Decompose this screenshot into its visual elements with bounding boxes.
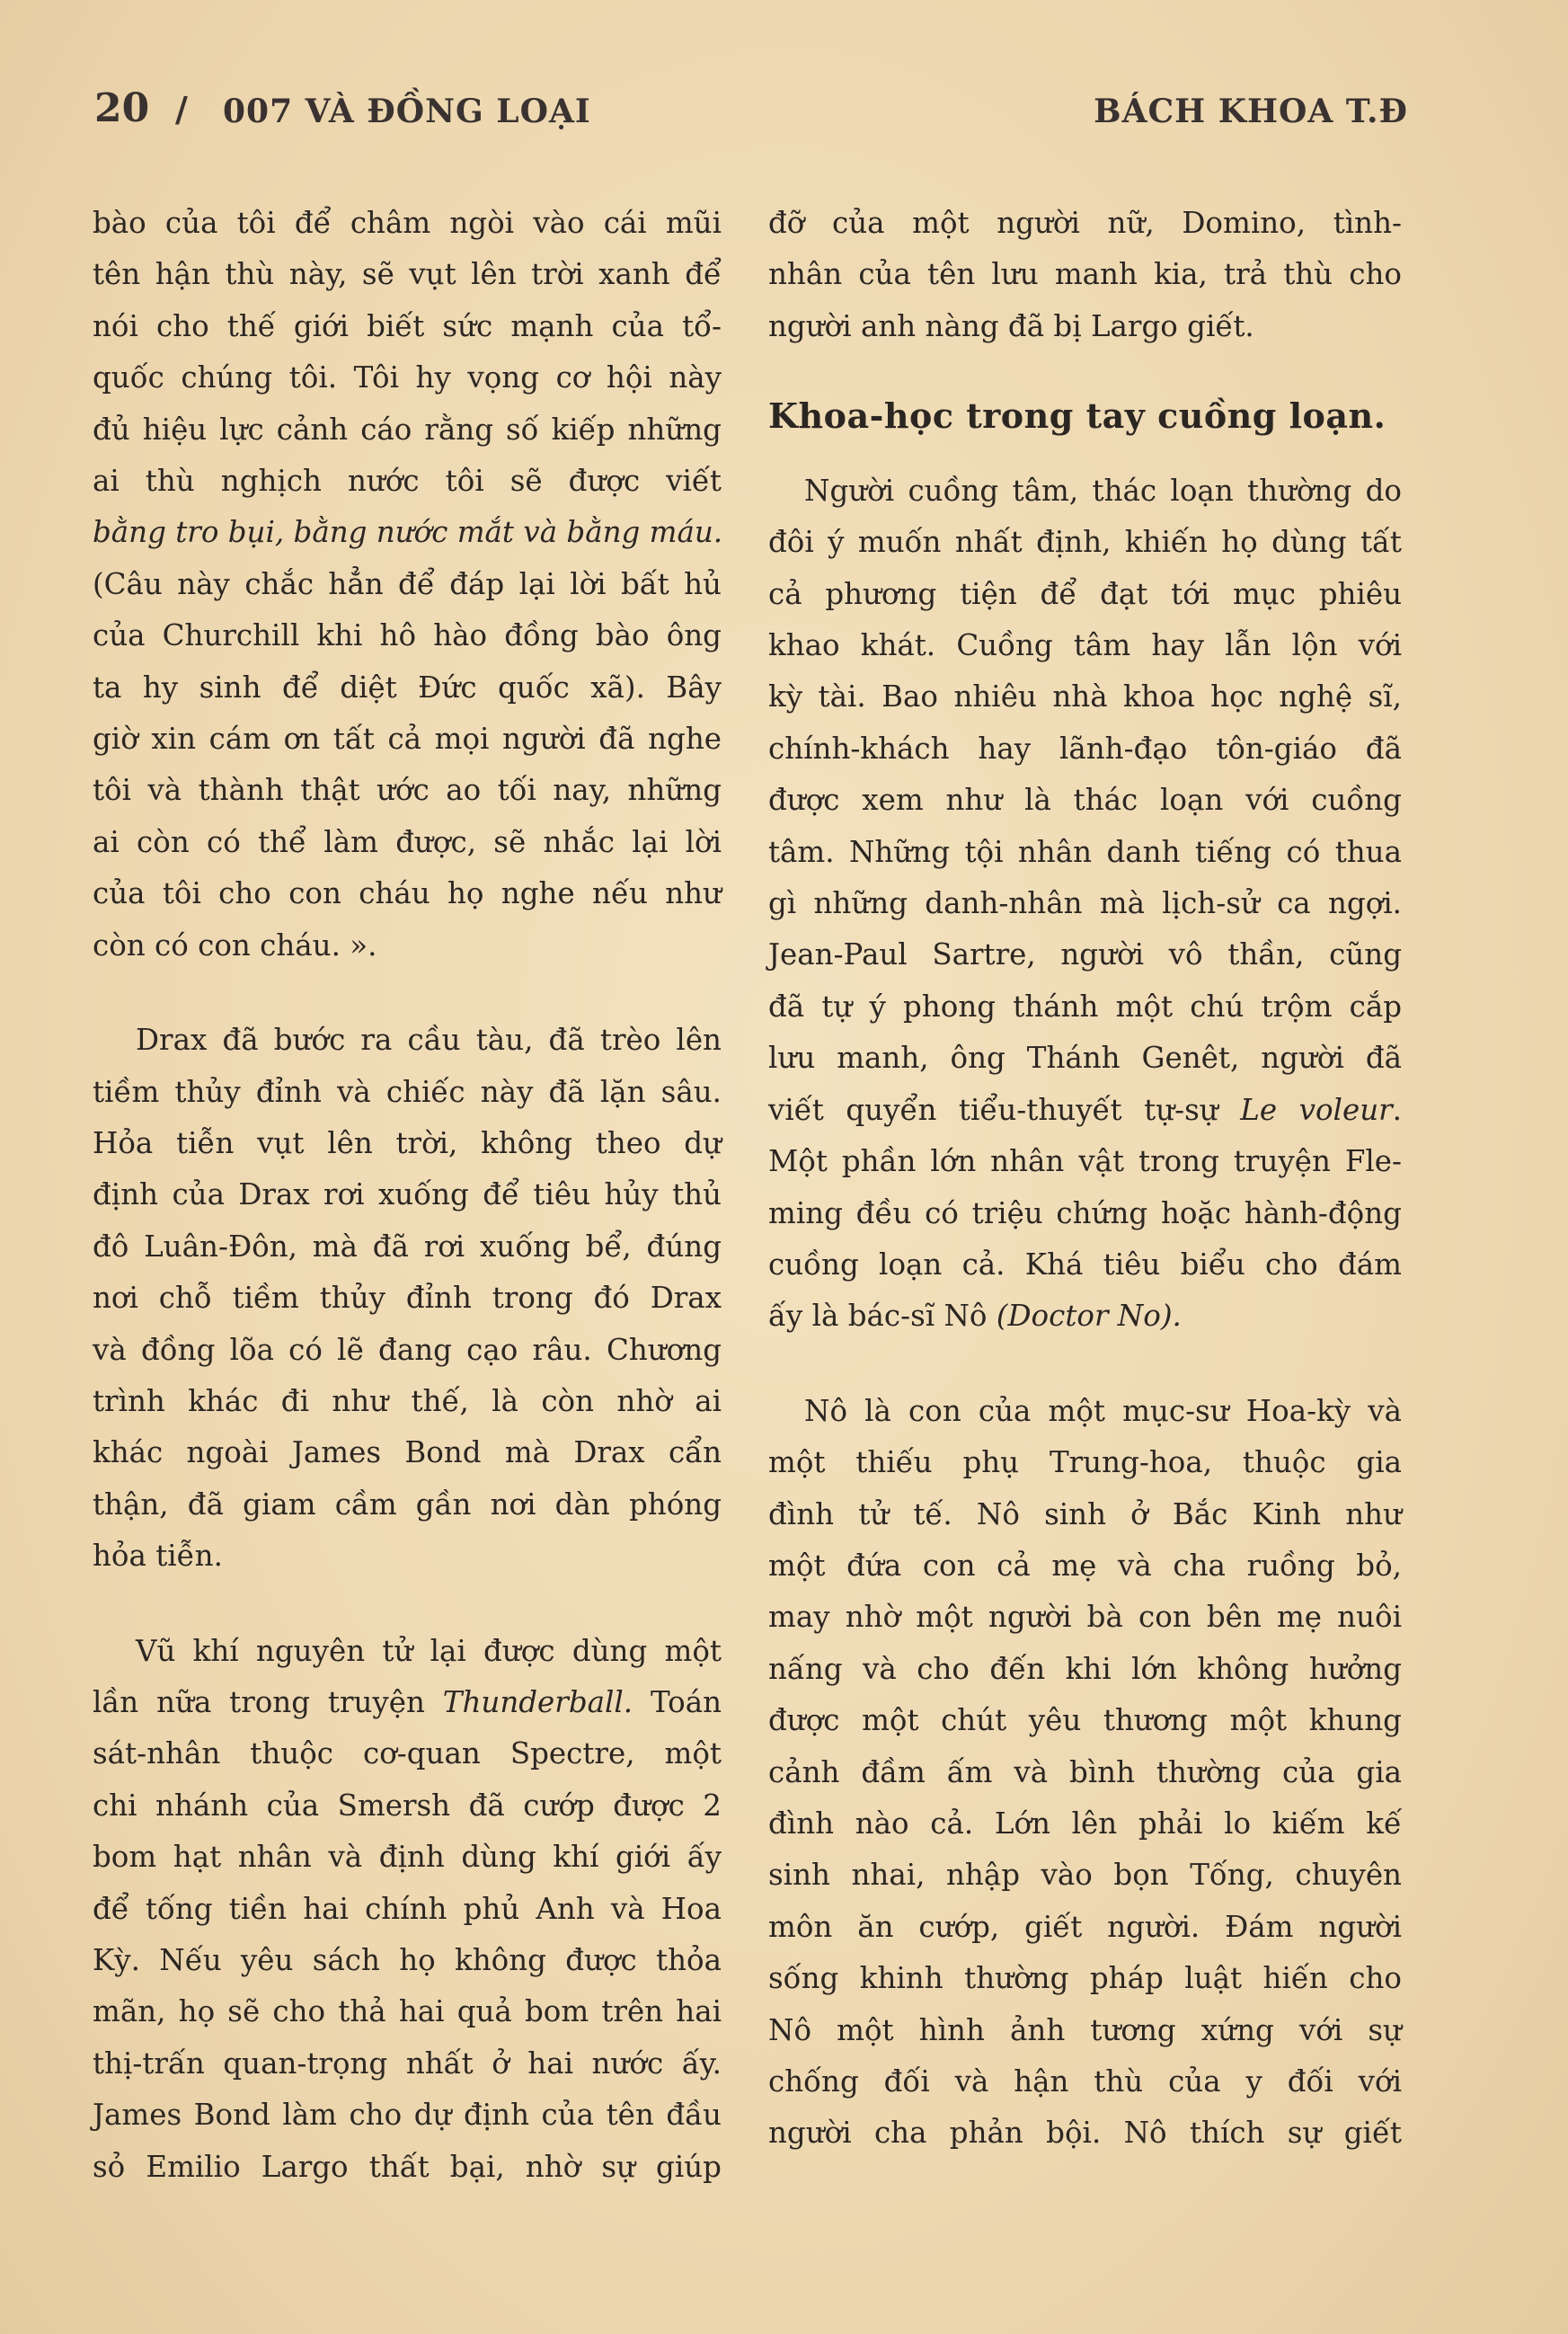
text-line: tôi và thành thật ước ao tối nay, những [93,773,722,808]
text-line: đỡ của một người nữ, Domino, tình- [768,206,1402,240]
text-line: môn ăn cướp, giết người. Đám người [768,1909,1402,1944]
book-title: Le voleur [1240,1092,1393,1127]
text-line: đô Luân-Đôn, mà đã rơi xuống bể, đúng [93,1229,722,1264]
text-line: đình nào cả. Lớn lên phải lo kiếm kế [768,1806,1402,1841]
text-line: của tôi cho con cháu họ nghe nếu như [93,876,722,911]
right-column [768,198,1402,2203]
text-line: quốc chúng tôi. Tôi hy vọng cơ hội này [93,360,722,395]
text-line: Hỏa tiễn vụt lên trời, không theo dự [93,1125,722,1160]
paragraph [768,466,1402,1343]
text-line [93,1677,722,1728]
paragraph [93,1626,722,2193]
text-line: bào của tôi để châm ngòi vào cái mũi [93,206,722,240]
text-line: để tống tiền hai chính phủ Anh và Hoa [93,1891,722,1926]
text-line: Vũ khí nguyên tử lại được dùng một [136,1633,722,1668]
text-line: Nô là con của một mục-sư Hoa-kỳ và [804,1393,1402,1428]
text-line: tiềm thủy đỉnh và chiếc này đã lặn sâu. [93,1074,722,1109]
text-line: đôi ý muốn nhất định, khiến họ dùng tất [768,525,1402,560]
text-line: ai thù nghịch nước tôi sẽ được viết [93,464,722,499]
text-line [768,1085,1402,1136]
text-line: Drax đã bước ra cầu tàu, đã trèo lên [136,1023,722,1058]
text-line: sống khinh thường pháp luật hiến cho [768,1961,1402,1996]
text-line: cảnh đầm ấm và bình thường của gia [768,1754,1402,1789]
book-title: Thunderball. [442,1684,633,1719]
text-line: ai còn có thể làm được, sẽ nhắc lại lời [93,824,722,859]
text-line: của Churchill khi hô hào đồng bào ông [93,618,722,653]
text-fragment: lần nữa trong truyện [93,1684,443,1719]
text-line: đình tử tế. Nô sinh ở Bắc Kinh như [768,1496,1402,1531]
text-line: ta hy sinh để diệt Đức quốc xã). Bây [93,670,722,705]
text-line: giờ xin cám ơn tất cả mọi người đã nghe [93,722,722,757]
text-line: ming đều có triệu chứng hoặc hành-động [768,1195,1402,1230]
text-line: hỏa tiễn. [93,1539,223,1574]
text-line: Jean-Paul Sartre, người vô thần, cũng [768,937,1402,972]
text-line: lưu manh, ông Thánh Genêt, người đã [768,1041,1402,1076]
text-line: Kỳ. Nếu yêu sách họ không được thỏa [93,1943,722,1977]
text-line: một đứa con cả mẹ và cha ruồng bỏ, [768,1548,1402,1583]
text-line: chi nhánh của Smersh đã cướp được 2 [93,1788,722,1823]
text-line: bằng tro bụi, bằng nước mắt và bằng máu. [93,515,723,550]
text-line: chống đối và hận thù của y đối với [768,2064,1402,2099]
journal-title: BÁCH KHOA T.Đ [1094,93,1408,130]
text-line: còn có con cháu. ». [93,927,377,963]
text-line: được một chút yêu thương một khung [768,1703,1402,1738]
text-line: nấng và cho đến khi lớn không hưởng [768,1651,1402,1686]
text-line: được xem như là thác loạn với cuồng [768,783,1402,818]
text-line: khác ngoài James Bond mà Drax cẩn [93,1435,722,1470]
text-line: (Câu này chắc hẳn để đáp lại lời bất hủ [93,566,722,601]
text-line: may nhờ một người bà con bên mẹ nuôi [768,1600,1402,1635]
text-line: Nô một hình ảnh tương xứng với sự [768,2012,1402,2047]
text-fragment: viết quyển tiểu-thuyết tự-sự [768,1092,1241,1127]
text-line: James Bond làm cho dự định của tên đầu [93,2098,722,2133]
text-line: đã tự ý phong thánh một chú trộm cắp [768,989,1402,1024]
text-line: sinh nhai, nhập vào bọn Tống, chuyên [768,1858,1402,1893]
text-line: tên hận thù này, sẽ vụt lên trời xanh để [93,257,722,292]
text-line: cuồng loạn cả. Khá tiêu biểu cho đám [768,1247,1402,1282]
text-line: người anh nàng đã bị Largo giết. [768,308,1254,343]
text-line: trình khác đi như thế, là còn nhờ ai [93,1383,722,1418]
section-heading: Khoa-học trong tay cuồng loạn. [768,395,1386,437]
page-header [94,85,1408,139]
text-fragment: . [1392,1092,1402,1127]
text-line: tâm. Những tội nhân danh tiếng có thua [768,834,1402,869]
text-line: gì những danh-nhân mà lịch-sử ca ngợi. [768,886,1402,921]
header-separator: / [175,89,188,129]
text-line: đủ hiệu lực cảnh cáo rằng số kiếp những [93,412,722,447]
text-fragment: ấy là bác-sĩ Nô [768,1299,997,1334]
text-line: thị-trấn quan-trọng nhất ở hai nước ấy. [93,2046,722,2081]
text-line: bom hạt nhân và định dùng khí giới ấy [93,1840,722,1875]
page-number: 20 [94,85,150,131]
paragraph [93,1015,722,1582]
running-title: 007 VÀ ĐỒNG LOẠI [223,93,591,130]
paragraph [93,198,722,972]
paragraph [768,198,1402,352]
text-line: thận, đã giam cầm gần nơi dàn phóng [93,1486,722,1522]
text-line: Người cuồng tâm, thác loạn thường do [804,473,1402,508]
text-line: chính-khách hay lãnh-đạo tôn-giáo đã [768,731,1402,766]
text-line: Một phần lớn nhân vật trong truyện Fle- [768,1144,1402,1179]
text-fragment: Toán [633,1684,722,1719]
text-line: khao khát. Cuồng tâm hay lẫn lộn với [768,628,1402,663]
text-line: nhân của tên lưu manh kia, trả thù cho [768,257,1402,292]
text-line: nói cho thế giới biết sức mạnh của tổ- [93,308,722,343]
text-line: sỏ Emilio Largo thất bại, nhờ sự giúp [93,2149,722,2184]
text-line: cả phương tiện để đạt tới mục phiêu [768,576,1402,611]
paragraph [768,1386,1402,2160]
text-line: sát-nhân thuộc cơ-quan Spectre, một [93,1736,722,1771]
text-line: nơi chỗ tiềm thủy đỉnh trong đó Drax [93,1281,722,1316]
left-column [93,198,722,2236]
text-line: và đồng lõa có lẽ đang cạo râu. Chương [93,1332,722,1367]
text-line: mãn, họ sẽ cho thả hai quả bom trên hai [93,1994,722,2029]
text-line [768,1291,1402,1342]
book-title: (Doctor No). [996,1299,1182,1334]
text-line: định của Drax rơi xuống để tiêu hủy thủ [93,1177,722,1212]
text-line: người cha phản bội. Nô thích sự giết [768,2116,1402,2151]
text-line: kỳ tài. Bao nhiêu nhà khoa học nghệ sĩ, [768,679,1402,714]
text-line: một thiếu phụ Trung-hoa, thuộc gia [768,1445,1402,1480]
